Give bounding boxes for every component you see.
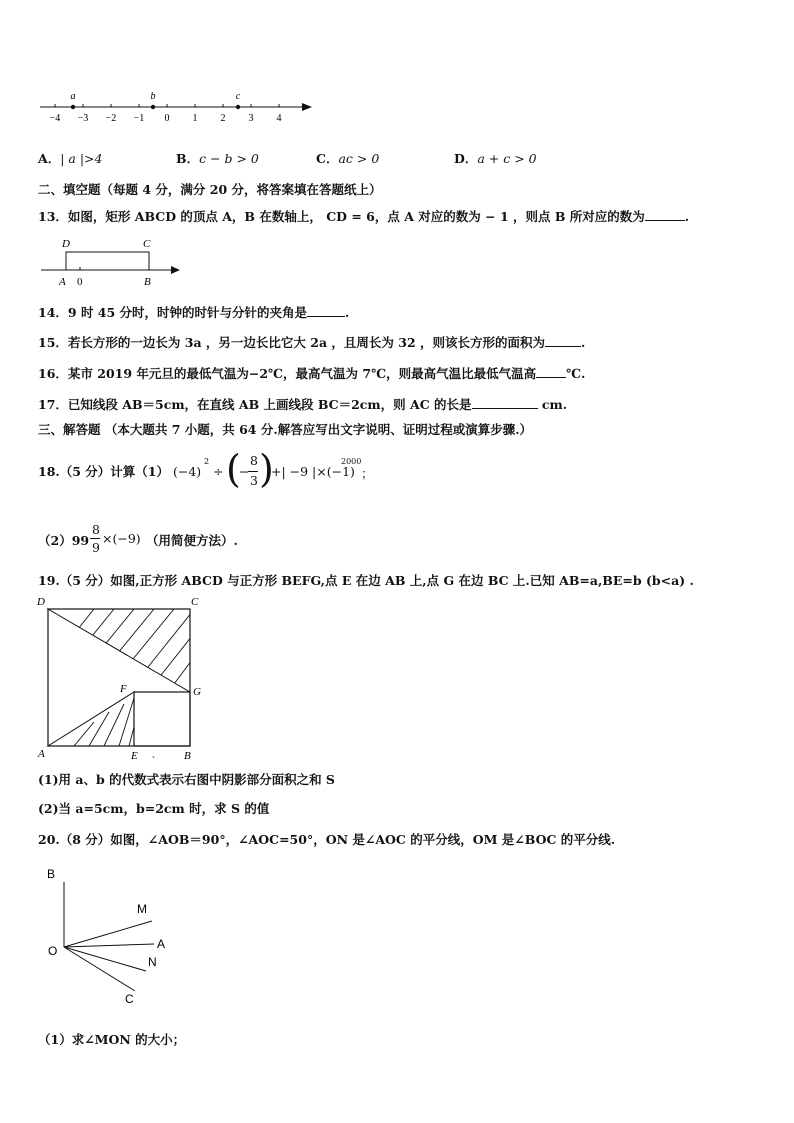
tick-label: 0 [164,113,170,124]
question-19-sub-2: (2)当 a=5cm，b=2cm 时，求 S 的值 [38,801,270,816]
answer-blank[interactable] [536,365,566,378]
fraction-numerator: 8 [250,453,258,468]
question-19-sub-1: (1)用 a、b 的代数式表示右图中阴影部分面积之和 S [38,772,335,787]
answer-blank[interactable] [307,304,345,317]
label-g: G [193,686,201,698]
unit: cm. [541,397,568,412]
answer-blank[interactable] [472,396,538,409]
option-label: A． [38,151,61,166]
label-b: B [144,276,151,288]
tick-label: 3 [248,113,254,124]
question-text: 17．已知线段 AB＝5cm，在直线 AB 上画线段 BC＝2cm，则 AC 的长是 [38,397,472,412]
tick-label: −1 [133,113,145,124]
question-18-part-2 [38,520,338,556]
point-c-dot [236,105,240,109]
point-c-label: c [235,91,241,102]
section-2-heading: 二、填空题（每题 4 分，满分 20 分，将答案填在答题纸上） [38,182,382,197]
fraction-denominator: 9 [92,540,100,555]
question-18-prefix: 18.（5 分）计算（1） [38,464,169,479]
option-b[interactable] [176,151,259,167]
expr-part: +| −9 |×(−1) [271,464,355,479]
label-b: B [184,750,191,762]
label-a: A [38,748,45,760]
question-text: 16．某市 2019 年元旦的最低气温为−2℃，最高气温为 7℃，则最高气温比最低气温高 [38,366,537,381]
expr-end: ； [361,466,374,481]
fraction-numerator: 8 [92,522,100,537]
exponent: 2 [204,457,210,466]
question-16 [38,365,585,382]
divide-sign: ÷ [213,464,224,479]
label-f: F [120,683,127,695]
right-paren: ) [259,447,274,491]
question-19: 19.（5 分）如图,正方形 ABCD 与正方形 BEFG,点 E 在边 AB 上,点 G 在边 BC 上.已知 AB=a,BE=b (b<a) . [38,573,694,588]
part-prefix: （2）99 [38,533,90,548]
tick-label: −4 [49,113,61,124]
question-20-sub-1: （1）求∠MON 的大小； [38,1032,186,1047]
label-zero: 0 [77,276,83,288]
option-a[interactable] [38,151,102,167]
label-d: D [37,596,45,608]
fraction-bar [90,538,100,539]
expr-part: ×(−9) [102,531,141,546]
mark: 、 [152,750,160,759]
tick-label: −2 [105,113,117,124]
section-3-heading: 三、解答题 （本大题共 7 小题，共 64 分.解答应写出文字说明、证明过程或演算步骤.） [38,422,533,437]
expr-part: (−4) [173,464,202,479]
point-a-dot [71,105,75,109]
tick-label: 2 [220,113,226,124]
question-18-expression-1 [173,449,373,493]
label-o: O [48,944,58,958]
tick-label: 4 [276,113,282,124]
point-b-dot [151,105,155,109]
label-a: A [59,276,66,288]
question-text: 15．若长方形的一边长为 3a ，另一边长比它大 2a ，且周长为 32 ，则该长方形的面积为 [38,335,545,350]
fraction-denominator: 3 [250,473,258,488]
question-15: 15．若长方形的一边长为 3a ，另一边长比它大 2a ，且周长为 32 ，则该长方形的面积为 . [38,335,586,350]
option-d[interactable] [454,151,537,167]
part-suffix: （用简便方法）. [146,533,238,548]
minus-sign: − [239,464,250,479]
option-expr: c − b > 0 [199,151,259,166]
point-a-label: a [70,91,76,102]
label-m: M [137,902,147,916]
option-label: C． [316,151,339,166]
label-d: D [62,238,70,250]
exponent: 2000 [341,457,362,466]
label-c: C [191,596,199,608]
question-13: 13．如图，矩形 ABCD 的顶点 A，B 在数轴上， CD = 6，点 A 对应的数为 − 1 ，则点 B 所对应的数为 . [38,209,690,224]
fraction-bar [248,471,258,472]
question-20: 20.（8 分）如图，∠AOB＝90°，∠AOC=50°，ON 是∠AOC 的平分线，OM 是∠BOC 的平分线. [38,832,616,847]
unit: ℃. [566,366,586,381]
q20-angles-figure [40,860,190,1010]
option-expr: | a |>4 [60,151,103,166]
option-label: B． [176,151,200,166]
label-n: N [148,955,157,969]
label-c: C [125,992,134,1006]
question-text: 14．9 时 45 分时，时钟的时针与分针的夹角是 [38,305,308,320]
answer-blank[interactable] [645,208,685,221]
option-expr: ac > 0 [338,151,380,166]
tick-label: 1 [192,113,198,124]
q19-squares-figure [34,594,214,766]
answer-blank[interactable] [545,334,581,347]
label-e: E [131,750,138,762]
option-label: D． [454,151,478,166]
tick-label: −3 [77,113,89,124]
q13-rectangle-figure [38,234,188,290]
label-b: B [47,867,56,881]
option-c[interactable] [316,151,379,167]
point-b-label: b [150,91,156,102]
question-text: 13．如图，矩形 ABCD 的顶点 A，B 在数轴上， CD = 6，点 A 对应的数为 − 1 ，则点 B 所对应的数为 [38,209,645,224]
label-a: A [157,937,166,951]
left-paren: ( [226,447,241,491]
label-c: C [143,238,151,250]
question-14: 14．9 时 45 分时，时钟的时针与分针的夹角是 . [38,305,350,320]
question-17 [38,396,567,413]
option-expr: a + c > 0 [477,151,537,166]
number-line-figure [30,88,330,128]
